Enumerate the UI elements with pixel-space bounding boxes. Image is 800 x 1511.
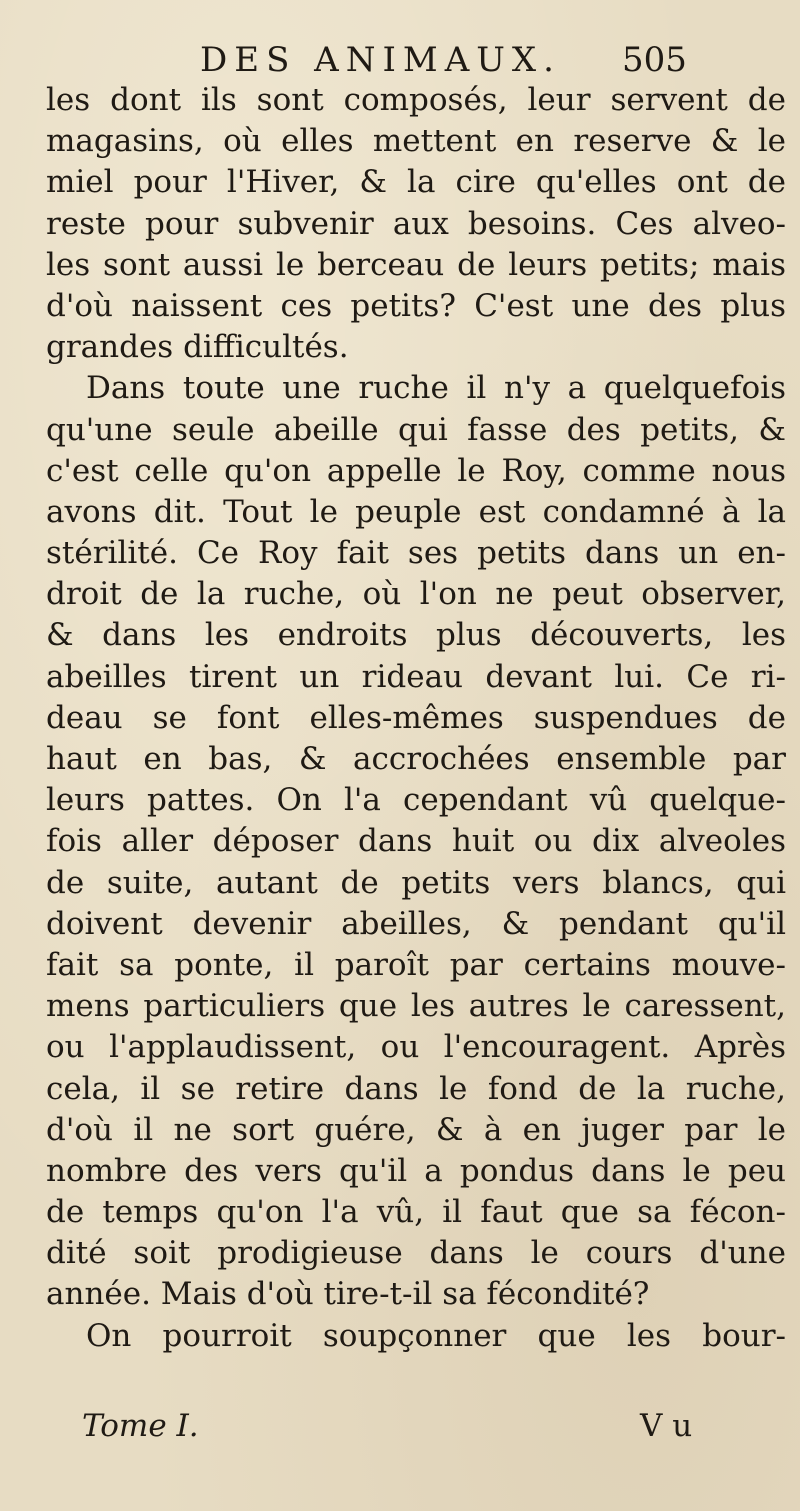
text-line: mens particuliers que les autres le caressent, <box>46 988 786 1025</box>
text-line: ou l'applaudissent, ou l'encouragent. Après <box>46 1029 786 1066</box>
text-line: les sont aussi le berceau de leurs petits; mais <box>46 246 786 283</box>
text-line: avons dit. Tout le peuple est condamné à la <box>46 493 786 530</box>
text-line: d'où naissent ces petits? C'est une des plus <box>46 287 786 324</box>
text-line: magasins, où elles mettent en reserve & le <box>46 123 786 160</box>
page-number: 505 <box>622 40 687 80</box>
page-footer <box>0 1408 800 1452</box>
text-line: reste pour subvenir aux besoins. Ces alveo- <box>46 205 786 242</box>
running-head <box>0 40 800 80</box>
text-line: de temps qu'on l'a vû, il faut que sa fécon- <box>46 1194 786 1231</box>
text-line: deau se font elles-mêmes suspendues de <box>46 699 786 736</box>
text-line: d'où il ne sort guére, & à en juger par le <box>46 1111 786 1148</box>
text-line: & dans les endroits plus découverts, les <box>46 617 786 654</box>
text-line: abeilles tirent un rideau devant lui. Ce ri- <box>46 658 786 695</box>
text-line: doivent devenir abeilles, & pendant qu'il <box>46 905 786 942</box>
text-line: haut en bas, & accrochées ensemble par <box>46 741 786 777</box>
text-line: miel pour l'Hiver, & la cire qu'elles ont de <box>46 164 786 201</box>
text-line: nombre des vers qu'il a pondus dans le peu <box>46 1152 786 1189</box>
text-line: les dont ils sont composés, leur servent de <box>46 82 786 118</box>
running-title: DES ANIMAUX. <box>200 40 561 80</box>
text-line: cela, il se retire dans le fond de la ruche, <box>46 1070 786 1107</box>
text-line: fois aller déposer dans huit ou dix alveoles <box>46 823 786 860</box>
paragraph-end-line: année. Mais d'où tire-t-il sa fécondité? <box>46 1276 650 1313</box>
paragraph-start-line: On pourroit soupçonner que les bour- <box>86 1317 786 1354</box>
paragraph-end-line: grandes difficultés. <box>46 329 349 366</box>
paragraph-start-line: Dans toute une ruche il n'y a quelquefois <box>86 370 786 407</box>
text-line: stérilité. Ce Roy fait ses petits dans un en- <box>46 535 786 572</box>
text-line: leurs pattes. On l'a cependant vû quelque- <box>46 782 786 819</box>
text-line: qu'une seule abeille qui fasse des petits, & <box>46 411 786 448</box>
text-line: c'est celle qu'on appelle le Roy, comme nous <box>46 452 786 489</box>
text-line: dité soit prodigieuse dans le cours d'une <box>46 1235 786 1272</box>
catchword: V u <box>640 1408 693 1444</box>
body-text <box>46 80 786 1357</box>
text-line: fait sa ponte, il paroît par certains mouve- <box>46 946 786 983</box>
volume-signature: Tome I. <box>82 1408 199 1444</box>
text-line: droit de la ruche, où l'on ne peut observer, <box>46 576 786 613</box>
text-line: de suite, autant de petits vers blancs, qui <box>46 864 786 901</box>
